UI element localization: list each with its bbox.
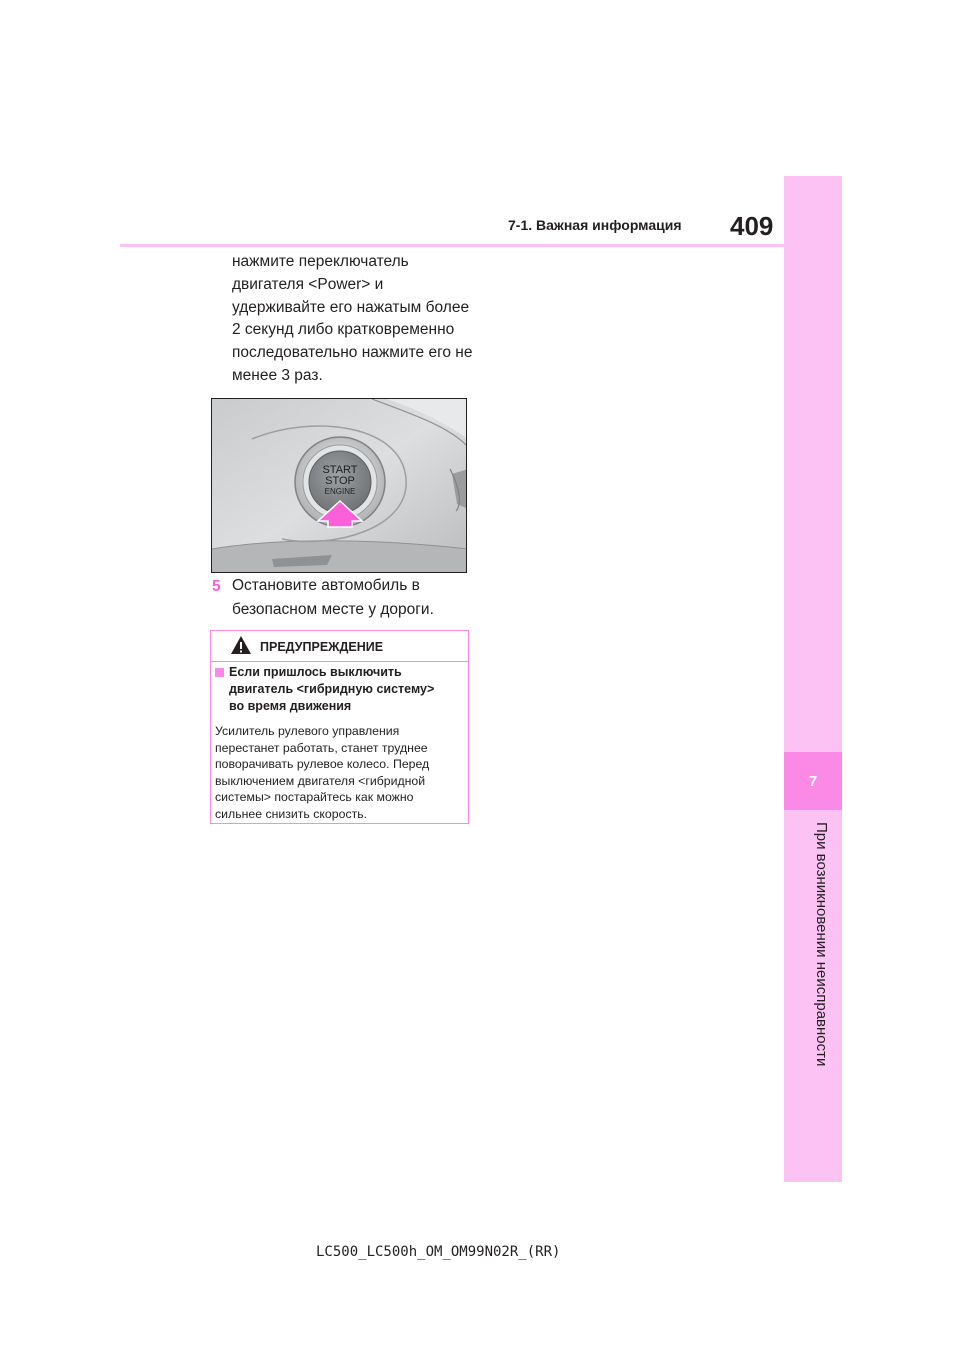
- engine-button-illustration: [211, 398, 467, 573]
- stop-label: STOP: [325, 475, 355, 487]
- chapter-number: 7: [784, 752, 842, 810]
- body-line: 2 секунд либо кратковременно: [232, 321, 455, 339]
- body-line: нажмите переключатель: [232, 253, 409, 270]
- warning-body-line: поворачивать рулевое колесо. Перед: [215, 757, 430, 772]
- body-line: двигателя <Power> и: [232, 275, 384, 293]
- page-number: 409: [730, 211, 774, 241]
- step-text: [232, 574, 434, 621]
- warning-header: [211, 631, 468, 662]
- start-label: START: [322, 464, 358, 476]
- warning-body: [215, 723, 429, 823]
- warning-body-line: сильнее снизить скорость.: [215, 806, 368, 821]
- warning-subtitle-line: двигатель <гибридную систему>: [229, 682, 435, 696]
- warning-body-line: Усилитель рулевого управления: [215, 724, 400, 738]
- warning-body-line: системы> постарайтесь как можно: [215, 790, 414, 805]
- footer-code: LC500_LC500h_OM_OM99N02R_(RR): [316, 1244, 561, 1260]
- warning-title: ПРЕДУПРЕЖДЕНИЕ: [260, 640, 384, 654]
- warning-icon: [230, 635, 252, 655]
- step-line: Остановите автомобиль в: [232, 577, 420, 594]
- body-line: последовательно нажмите его не: [232, 344, 473, 362]
- engine-label: ENGINE: [324, 487, 356, 496]
- warning-subtitle-line: Если пришлось выключить: [229, 665, 402, 679]
- warning-box: [210, 630, 469, 824]
- body-line: менее 3 раз.: [232, 366, 323, 384]
- warning-body-line: перестанет работать, станет труднее: [215, 740, 428, 755]
- step-number: 5: [212, 578, 221, 595]
- body-paragraph: [232, 251, 492, 388]
- warning-body-line: выключением двигателя <гибридной: [215, 773, 426, 788]
- chapter-label: При возникновении неисправности: [813, 822, 830, 1067]
- body-line: удерживайте его нажатым более: [232, 298, 470, 316]
- section-title: 7-1. Важная информация: [508, 217, 682, 233]
- warning-subtitle-line: во время движения: [229, 699, 352, 713]
- header-rule: [120, 244, 784, 247]
- bullet-square-icon: [215, 668, 224, 677]
- step-line: безопасном месте у дороги.: [232, 600, 434, 618]
